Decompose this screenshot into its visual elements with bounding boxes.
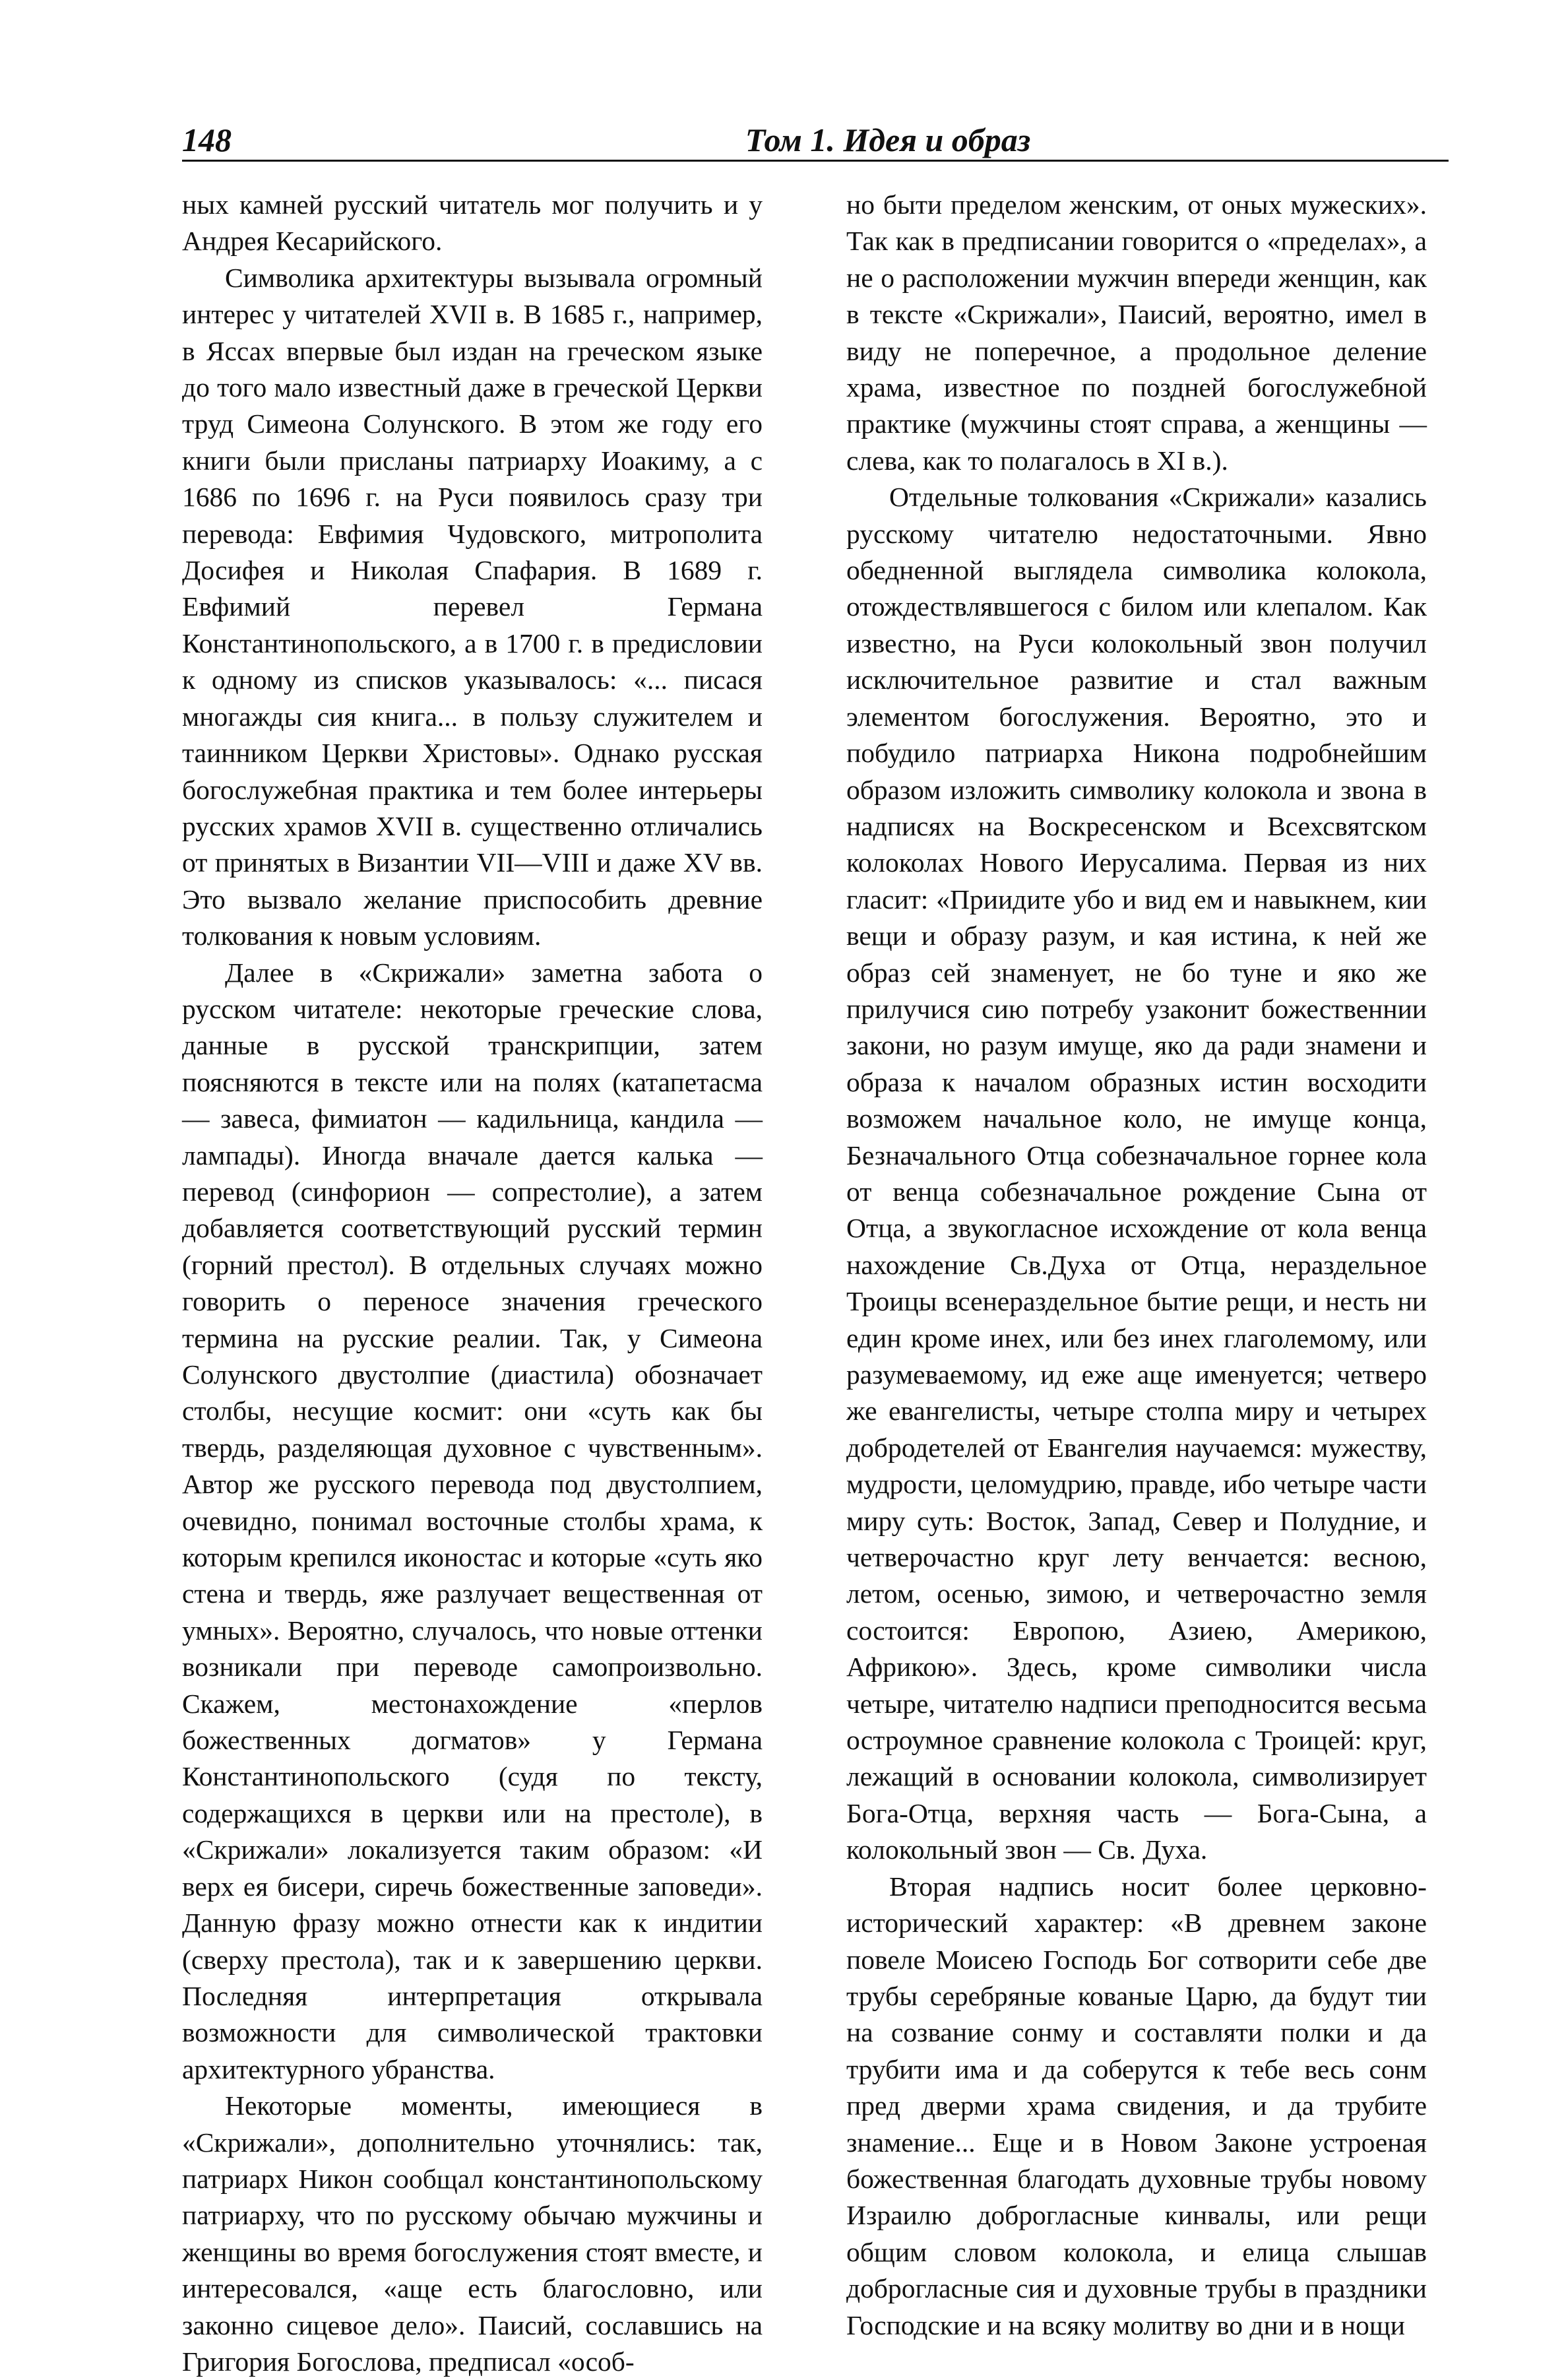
running-title: Том 1. Идея и образ — [745, 121, 1031, 158]
right-column — [846, 187, 1427, 2344]
paragraph: но быти пределом женским, от оных мужеских». Так как в предписании говорится о «пределах», а не о расположении мужчин впереди женщин, как в тексте «Скрижали», Паисий, вероятно, имел в виду не поперечное, а продольное деление храма, известное по поздней богослужебной практике (мужчины стоят справа, а женщины — слева, как то полагалось в XI в.). — [846, 189, 1427, 476]
paragraph: Далее в «Скрижали» заметна забота о русском читателе: некоторые греческие слова, данные в русской транскрипции, затем поясняются в тексте или на полях (катапетасма — завеса, фимиатон — кадильница, кандила — лампады). Иногда вначале дается калька — перевод (синфорион — сопрестолие), а затем добавляется соответствующий русский термин (горний престол). В отдельных случаях можно говорить о переносе значения греческого термина на русские реалии. Так, у Симеона Солунского двустолпие (диастила) обозначает столбы, несущие космит: они «суть как бы твердь, разделяющая духовное с чувственным». Автор же русского перевода под двустолпием, очевидно, понимал восточные столбы храма, к которым крепился иконостас и которые «суть яко стена и твердь, яже разлучает вещественная от умных». Вероятно, случалось, что новые оттенки возникали при переводе самопроизвольно. Скажем, местонахождение «перлов божественных догматов» у Германа Константинопольского (судя по тексту, содержащихся в церкви или на престоле), в «Скрижали» локализуется таким образом: «И верх ея бисери, сиречь божественные заповеди». Данную фразу можно отнести как к индитии (сверху престола), так и к завершению церкви. Последняя интерпретация открывала возможности для символической трактовки архитектурного убранства. — [182, 957, 763, 2084]
paragraph: Символика архитектуры вызывала огромный интерес у читателей XVII в. В 1685 г., например, в Яссах впервые был издан на греческом языке до того мало известный даже в греческой Церкви труд Симеона Солунского. В этом же году его книги были присланы патриарху Иоакиму, а с 1686 по 1696 г. на Руси появилось сразу три перевода: Евфимия Чудовского, митрополита Досифея и Николая Спафария. В 1689 г. Евфимий перевел Германа Константинопольского, а в 1700 г. в предисловии к одному из списков указывалось: «... писася многажды сия книга... в пользу служителем и таинником Церкви Христовы». Однако русская богослужебная практика и тем более интерьеры русских храмов XVII в. существенно отличались от принятых в Византии VII—VIII и даже XV вв. Это вызвало желание приспособить древние толкования к новым условиям. — [182, 262, 763, 951]
paragraph: ных камней русский читатель мог получить и у Андрея Кесарийского. — [182, 189, 763, 257]
paragraph: Отдельные толкования «Скрижали» казались русскому читателю недостаточными. Явно обедненной выглядела символика колокола, отождествлявшегося с билом или клепалом. Как известно, на Руси колокольный звон получил исключительное развитие и стал важным элементом богослужения. Вероятно, это и побудило патриарха Никона подробнейшим образом изложить символику колокола и звона в надписях на Воскресенском и Всехсвятском колоколах Нового Иерусалима. Первая из них гласит: «Приидите убо и вид ем и навыкнем, кии вещи и образу разум, и кая истина, к ней же образ сей знаменует, не бо туне и яко же прилучися сию потребу узаконит божественнии закони, но разум имуще, яко да ради знамени и образа к началом образных истин восходити возможем начальное коло, не имуще конца, Безначального Отца собезначальное горнее кола от венца собезначальное рождение Сына от Отца, а звукогласное исхождение от кола венца нахождение Св.Духа от Отца, нераздельное Троицы всенераздельное бытие рещи, и несть ни един кроме инех, или без инех глаголемому, или разумеваемому, ид еже аще именуется; четверо же евангелисты, четыре столпа миру и четырех добродетелей от Евангелия научаемся: мужеству, мудрости, целомудрию, правде, ибо четыре части миру суть: Восток, Запад, Север и Полудние, и четверочастно круг лету венчается: весною, летом, осенью, зимою, и четверочастно земля состоится: Европою, Азиею, Америкою, Африкою». Здесь, кроме символики числа четыре, читателю надписи преподносится весьма остроумное сравнение колокола с Троицей: круг, лежащий в основании колокола, символизирует Бога-Отца, верхняя часть — Бога-Сына, а колокольный звон — Св. Духа. — [846, 482, 1427, 1865]
page-header — [182, 120, 1449, 162]
paragraph: Вторая надпись носит более церковно-исторический характер: «В древнем законе повеле Моисею Господь Бог сотворити себе две трубы серебряные кованые Царю, да будут тии на созвание сонму и составляти полки и да трубити има и да соберутся к тебе весь сонм пред дверми храма свидения, и да трубите знамение... Еще и в Новом Законе устроеная божественная благодать духовные трубы новому Израилю доброгласные кинвалы, или рещи общим словом колокола, и елица слышав доброгласные сия и духовные трубы в праздники Господские и на всяку молитву во дни и в нощи — [846, 1871, 1427, 2340]
page-number: 148 — [182, 121, 232, 158]
paragraph: Некоторые моменты, имеющиеся в «Скрижали», дополнительно уточнялись: так, патриарх Никон сообщал константинопольскому патриарху, что по русскому обычаю мужчины и женщины во время богослужения стоят вместе, и интересовался, «аще есть благословно, или законно сицевое дело». Паисий, сославшись на Григория Богослова, предписал «особ- — [182, 2090, 763, 2377]
left-column — [182, 187, 763, 2380]
